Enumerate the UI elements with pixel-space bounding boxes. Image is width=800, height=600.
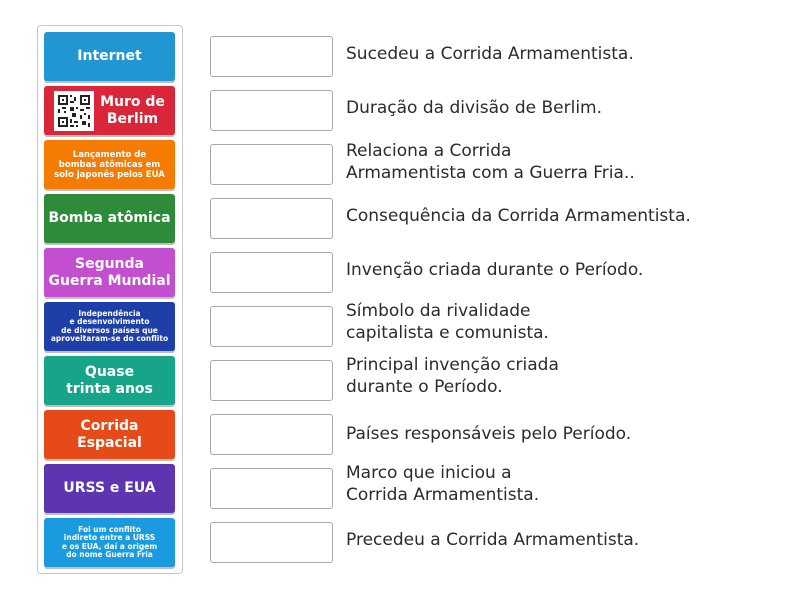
card-lancamento-bombas[interactable] — [44, 140, 175, 189]
card-label: Quase trinta anos — [66, 363, 153, 397]
drop-slot-4[interactable] — [210, 198, 333, 239]
card-corrida-espacial[interactable] — [44, 410, 175, 459]
drop-slot-2[interactable] — [210, 90, 333, 131]
card-segunda-guerra-mundial[interactable] — [44, 248, 175, 297]
drop-slot-3[interactable] — [210, 144, 333, 185]
card-conflito-indireto[interactable] — [44, 518, 175, 567]
description-5: Invenção criada durante o Período. — [346, 260, 644, 280]
card-label: Bomba atômica — [48, 210, 171, 226]
card-label: Corrida Espacial — [77, 417, 142, 451]
card-label: Segunda Guerra Mundial — [48, 255, 171, 289]
card-label: Lançamento de bombas atômicas em solo japonês pelos EUA — [54, 149, 165, 180]
drop-slot-9[interactable] — [210, 468, 333, 509]
card-muro-de-berlim[interactable] — [44, 86, 175, 135]
card-quase-trinta-anos[interactable] — [44, 356, 175, 405]
card-label: Muro de Berlim — [100, 93, 165, 127]
description-6: Símbolo da rivalidade capitalista e comunista. — [346, 301, 549, 343]
drop-slot-10[interactable] — [210, 522, 333, 563]
description-4: Consequência da Corrida Armamentista. — [346, 206, 691, 226]
card-independencia[interactable] — [44, 302, 175, 351]
description-2: Duração da divisão de Berlim. — [346, 98, 603, 118]
qr-code-icon — [54, 91, 94, 131]
card-urss-e-eua[interactable] — [44, 464, 175, 513]
description-3: Relaciona a Corrida Armamentista com a Guerra Fria.. — [346, 141, 635, 183]
card-label: Foi um conflito indireto entre a URSS e os EUA, daí a origem do nome Guerra Fria — [61, 524, 158, 559]
description-8: Países responsáveis pelo Período. — [346, 424, 632, 444]
card-label: Independência e desenvolvimento de diversos países que aproveitaram-se do conflito — [50, 308, 169, 343]
card-label: URSS e EUA — [63, 480, 156, 496]
description-10: Precedeu a Corrida Armamentista. — [346, 530, 640, 550]
description-7: Principal invenção criada durante o Período. — [346, 355, 559, 397]
card-internet[interactable] — [44, 32, 175, 81]
drop-slot-8[interactable] — [210, 414, 333, 455]
description-1: Sucedeu a Corrida Armamentista. — [346, 44, 634, 64]
drop-slot-1[interactable] — [210, 36, 333, 77]
description-9: Marco que iniciou a Corrida Armamentista. — [346, 463, 540, 505]
drop-slot-6[interactable] — [210, 306, 333, 347]
drop-slot-5[interactable] — [210, 252, 333, 293]
drop-slot-7[interactable] — [210, 360, 333, 401]
card-label: Internet — [77, 48, 142, 64]
card-bomba-atomica[interactable] — [44, 194, 175, 243]
